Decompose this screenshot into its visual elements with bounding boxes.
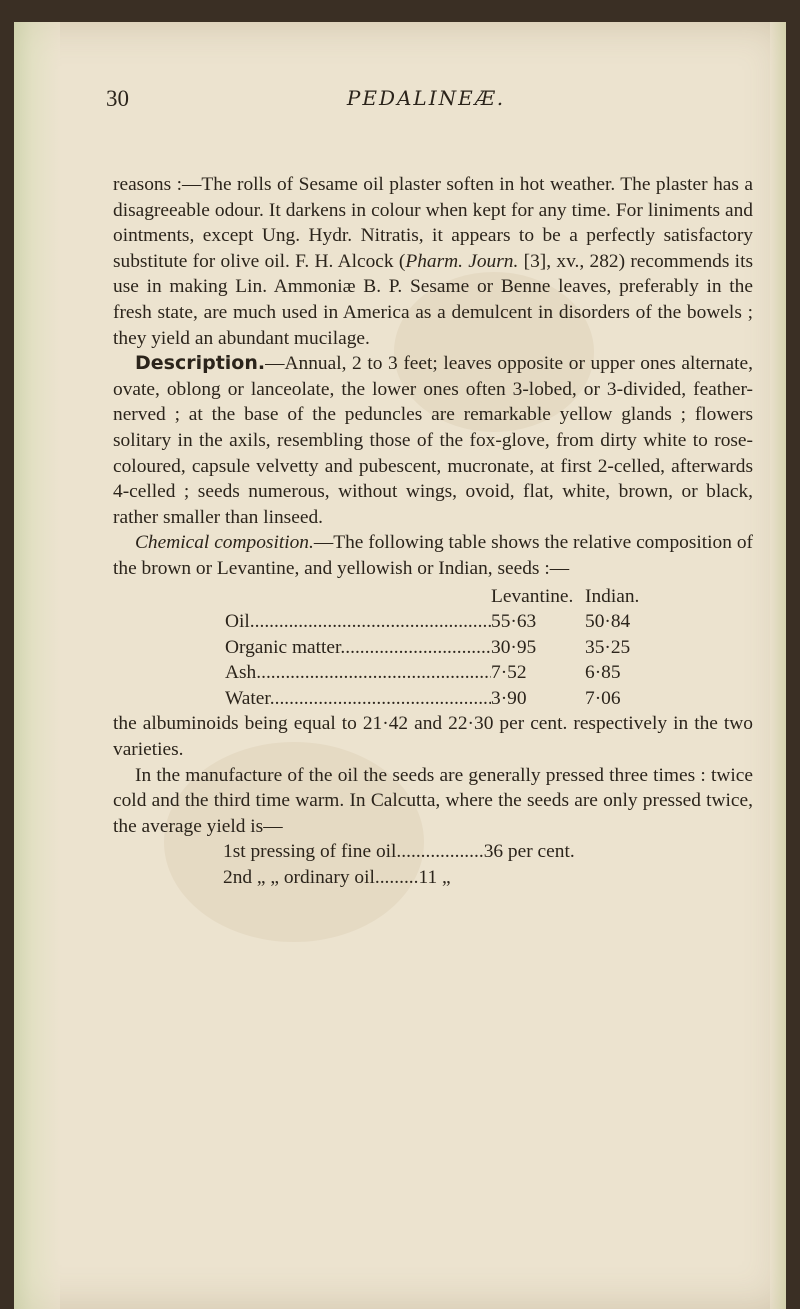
yield-value: 36 per cent. (483, 841, 575, 863)
page-header (106, 86, 746, 122)
paragraph-chemical-composition: Chemical composition.—The following table shows the relative composition of the brown or Levantine, and yellowish or Indian, seeds :— (113, 532, 753, 579)
journal-title: Pharm. Journ. (405, 250, 519, 272)
page-right-edge (770, 22, 786, 1309)
header-levantine: Levantine. (491, 585, 574, 607)
cell-levantine: 3·90 (491, 687, 527, 709)
running-title: PEDALINEÆ. (346, 86, 506, 110)
cell-levantine: 30·95 (491, 636, 537, 658)
cell-levantine: 7·52 (491, 662, 527, 684)
table-row (225, 660, 753, 686)
table-row: 2nd „ „ ordinary oil.........11 „ (223, 867, 451, 889)
yield-label: 1st pressing of fine oil (223, 841, 397, 863)
yield-table (223, 839, 753, 890)
table-row (225, 635, 753, 661)
cell-indian: 35·25 (585, 636, 631, 658)
paragraph-sesame-uses: reasons :—The rolls of Sesame oil plaster soften in hot weather. The plaster has a disagreeable odour. It darkens in colour when kept for any time. For liniments and ointments, except Ung. Hydr. Nitratis, it appears to be a perfectly satisfactory substitute for olive oil. F. H. Alcock (Pharm. Journ. [3], xv., 282) recommends its use in making Lin. Ammoniæ B. P. Sesame or Benne leaves, preferably in the fresh state, are much used in America as a demulcent in disorders of the bowels ; they yield an abundant mucilage. (113, 174, 754, 349)
paragraph-manufacture: In the manufacture of the oil the seeds are generally pressed three times : twice cold and the third time warm. In Calcutta, where the seeds are only pressed twice, the average yield is— (113, 764, 753, 837)
paragraph-albuminoids: the albuminoids being equal to 21·42 and 22·30 per cent. respectively in the two varieties. (113, 713, 753, 761)
table-row (225, 686, 753, 712)
table-row (225, 609, 753, 635)
page-left-edge (14, 22, 60, 1309)
composition-table (225, 584, 753, 712)
composition-table-header (225, 584, 753, 610)
cell-levantine: 55·63 (491, 611, 537, 633)
chemical-composition-heading: Chemical composition. (135, 532, 314, 554)
book-page (14, 22, 786, 1309)
header-indian: Indian. (585, 585, 640, 607)
cell-indian: 6·85 (585, 662, 621, 684)
row-label: Organic matter (225, 636, 341, 658)
table-row: 1st pressing of fine oil..................36 per cent. (223, 841, 575, 863)
cell-indian: 50·84 (585, 611, 631, 633)
row-label: Ash (225, 662, 257, 684)
cell-indian: 7·06 (585, 687, 621, 709)
yield-label: 2nd „ „ ordinary oil (223, 867, 375, 889)
body-text (113, 172, 753, 891)
description-heading: Description. (135, 352, 266, 375)
paragraph-description: Description.—Annual, 2 to 3 feet; leaves opposite or upper ones alternate, ovate, oblong or lanceolate, the lower ones often 3-lobed, or 3-divided, feather-nerved ; at the base of the peduncles are remarkable yellow glands ; flowers solitary in the axils, resembling those of the fox-glove, from dirty white to rose-coloured, capsule velvetty and pubescent, mucronate, at first 2-celled, afterwards 4-celled ; seeds numerous, without wings, ovoid, flat, white, brown, or black, rather smaller than linseed. (113, 352, 753, 528)
page-number: 30 (106, 86, 129, 111)
yield-value: 11 „ (418, 867, 451, 889)
row-label: Water (225, 687, 270, 709)
row-label: Oil (225, 611, 250, 633)
